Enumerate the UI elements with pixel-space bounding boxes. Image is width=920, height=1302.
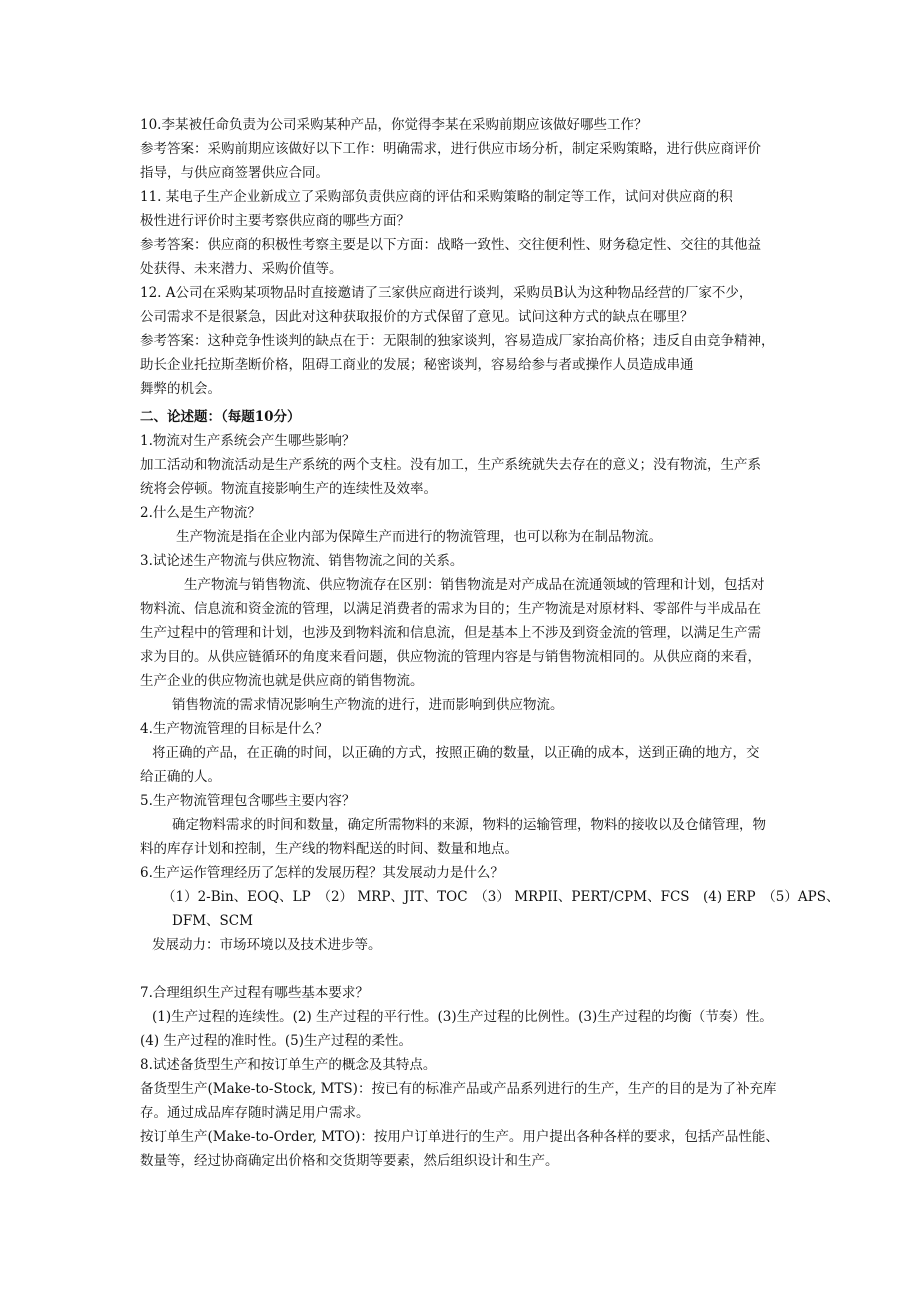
answer-10-line-2: 指导，与供应商签署供应合同。: [140, 165, 329, 181]
essay-6-question: 6.生产运作管理经历了怎样的发展历程？其发展动力是什么？: [140, 865, 504, 881]
question-11-line-1: 11. 某电子生产企业新成立了采购部负责供应商的评估和采购策略的制定等工作，试问对供应商的积: [140, 189, 733, 205]
answer-12-line-3: 舞弊的机会。: [140, 381, 221, 397]
essay-4-question: 4.生产物流管理的目标是什么？: [140, 721, 329, 737]
essay-8-mto-line-1: 按订单生产(Make-to-Order, MTO)：按用户订单进行的生产。用户提出各种各样的要求，包括产品性能、: [140, 1129, 779, 1145]
answer-12-line-1: 参考答案：这种竞争性谈判的缺点在于：无限制的独家谈判，容易造成厂家抬高价格；违反自由竞争精神，: [140, 333, 775, 349]
question-10: 10.李某被任命负责为公司采购某种产品，你觉得李某在采购前期应该做好哪些工作？: [140, 117, 648, 133]
essay-3-answer-line-5: 生产企业的供应物流也就是供应商的销售物流。: [140, 673, 424, 689]
essay-5-answer-line-2: 料的库存计划和控制，生产线的物料配送的时间、数量和地点。: [140, 841, 518, 857]
essay-6-driver: 发展动力：市场环境以及技术进步等。: [152, 937, 382, 953]
essay-2-answer: 生产物流是指在企业内部为保障生产而进行的物流管理，也可以称为在制品物流。: [176, 529, 662, 545]
essay-3-answer-line-1: 生产物流与销售物流、供应物流存在区别：销售物流是对产成品在流通领域的管理和计划，包括对: [184, 577, 765, 593]
essay-1-answer-line-2: 统将会停顿。物流直接影响生产的连续性及效率。: [140, 481, 437, 497]
document-page: [140, 113, 840, 1173]
answer-10-line-1: 参考答案：采购前期应该做好以下工作：明确需求，进行供应市场分析，制定采购策略，进行供应商评价: [140, 141, 761, 157]
blank-line: [140, 957, 800, 981]
question-11-line-2: 极性进行评价时主要考察供应商的哪些方面？: [140, 213, 410, 229]
essay-8-mts-line-2: 存。通过成品库存随时满足用户需求。: [140, 1105, 370, 1121]
section-heading: 二、论述题：（每题10分）: [140, 409, 301, 425]
answer-11-line-2: 处获得、未来潜力、采购价值等。: [140, 261, 343, 277]
essay-5-question: 5.生产物流管理包含哪些主要内容？: [140, 793, 356, 809]
essay-8-mto-line-2: 数量等，经过协商确定出价格和交货期等要素，然后组织设计和生产。: [140, 1153, 559, 1169]
essay-6-stages-line-2: DFM、SCM: [172, 913, 253, 929]
essay-3-answer-line-3: 生产过程中的管理和计划，也涉及到物料流和信息流，但是基本上不涉及到资金流的管理，以满足生产需: [140, 625, 761, 641]
essay-7-question: 7.合理组织生产过程有哪些基本要求？: [140, 985, 369, 1001]
question-12-line-1: 12. A公司在采购某项物品时直接邀请了三家供应商进行谈判，采购员B认为这种物品经营的厂家不少，: [140, 285, 753, 301]
essay-3-answer-line-6: 销售物流的需求情况影响生产物流的进行，进而影响到供应物流。: [172, 697, 564, 713]
essay-1-question: 1.物流对生产系统会产生哪些影响？: [140, 433, 356, 449]
essay-2-question: 2.什么是生产物流？: [140, 505, 261, 521]
answer-11-line-1: 参考答案：供应商的积极性考察主要是以下方面：战略一致性、交往便利性、财务稳定性、交往的其他益: [140, 237, 761, 253]
answer-12-line-2: 助长企业托拉斯垄断价格，阻碍工商业的发展；秘密谈判，容易给参与者或操作人员造成串通: [140, 357, 694, 373]
question-12-line-2: 公司需求不是很紧急，因此对这种获取报价的方式保留了意见。试问这种方式的缺点在哪里？: [140, 309, 694, 325]
essay-3-answer-line-4: 求为目的。从供应链循环的角度来看问题，供应物流的管理内容是与销售物流相同的。从供应商的来看，: [140, 649, 761, 665]
essay-8-mts-line-1: 备货型生产(Make-to-Stock, MTS)：按已有的标准产品或产品系列进行的生产，生产的目的是为了补充库: [140, 1081, 777, 1097]
essay-5-answer-line-1: 确定物料需求的时间和数量，确定所需物料的来源，物料的运输管理，物料的接收以及仓储管理，物: [172, 817, 766, 833]
essay-4-answer-line-2: 给正确的人。: [140, 769, 221, 785]
essay-8-question: 8.试述备货型生产和按订单生产的概念及其特点。: [140, 1057, 437, 1073]
essay-1-answer-line-1: 加工活动和物流活动是生产系统的两个支柱。没有加工，生产系统就失去存在的意义；没有物流，生产系: [140, 457, 761, 473]
essay-4-answer-line-1: 将正确的产品，在正确的时间，以正确的方式，按照正确的数量，以正确的成本，送到正确的地方，交: [152, 745, 760, 761]
essay-3-answer-line-2: 物料流、信息流和资金流的管理，以满足消费者的需求为目的；生产物流是对原材料、零部件与半成品在: [140, 601, 761, 617]
essay-7-answer-line-2: (4) 生产过程的准时性。(5)生产过程的柔性。: [140, 1033, 413, 1049]
essay-7-answer-line-1: (1)生产过程的连续性。(2) 生产过程的平行性。(3)生产过程的比例性。(3)生产过程的均衡（节奏）性。: [152, 1009, 773, 1025]
essay-6-stages-line-1: （1）2-Bin、EOQ、LP （2） MRP、JIT、TOC （3） MRPII、PERT/CPM、FCS (4) ERP （5）APS、: [162, 889, 840, 905]
essay-3-question: 3.试论述生产物流与供应物流、销售物流之间的关系。: [140, 553, 464, 569]
